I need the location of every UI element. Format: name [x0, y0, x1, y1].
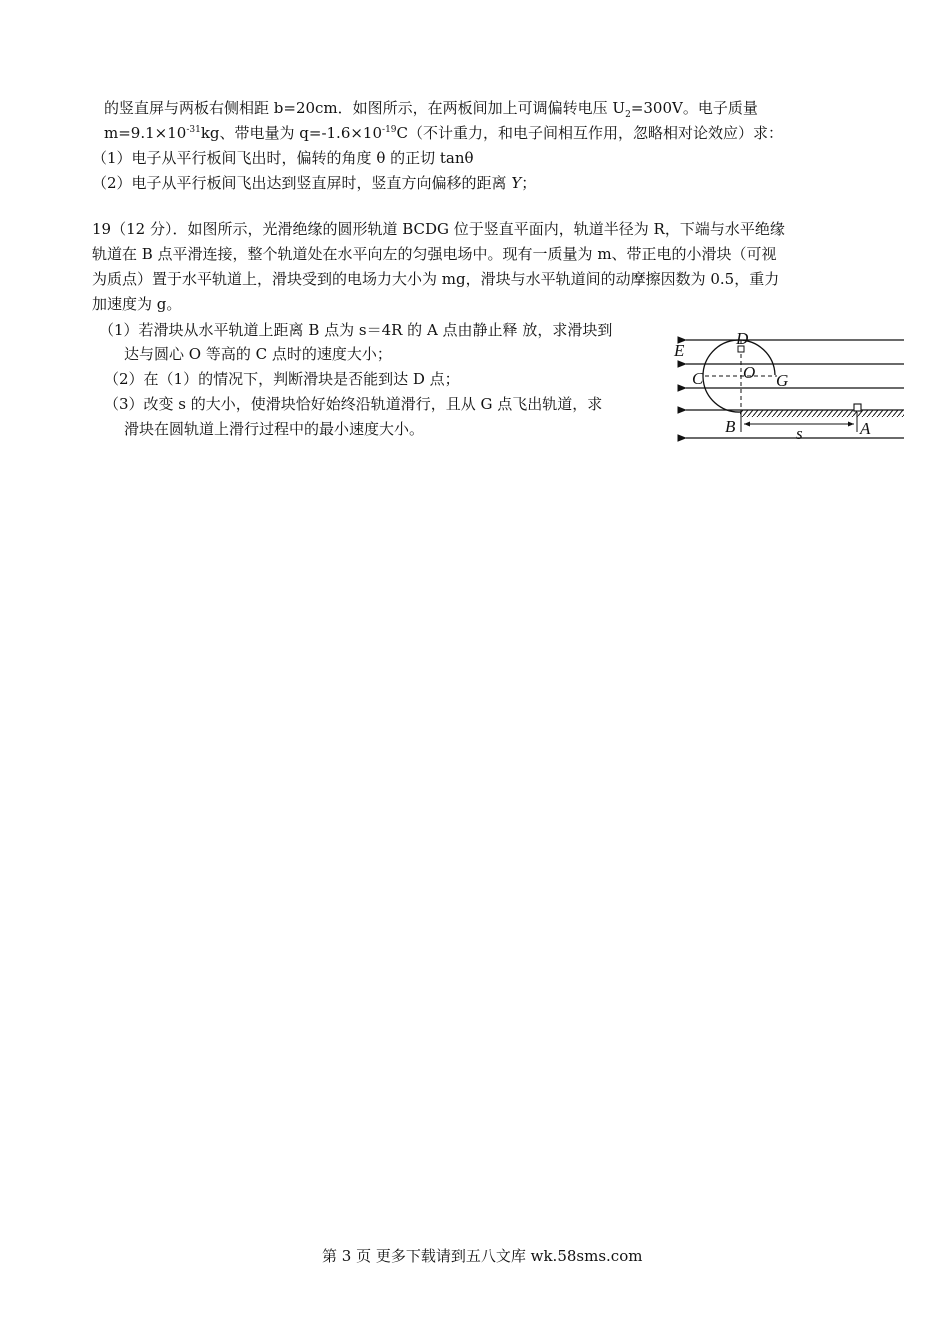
- q19-line3: 为质点）置于水平轨道上，滑块受到的电场力大小为 mg，滑块与水平轨道间的动摩擦因数为 0.5，重力: [92, 270, 780, 288]
- q19-part3-line2: 滑块在圆轨道上滑行过程中的最小速度大小。: [124, 420, 425, 438]
- q18-part2: （2）电子从平行板间飞出达到竖直屏时，竖直方向偏移的距离 Y；: [92, 174, 537, 192]
- q19-line2: 轨道在 B 点平滑连接，整个轨道处在水平向左的匀强电场中。现有一质量为 m、带正电的小滑块（可视: [92, 245, 777, 263]
- label-C: C: [692, 369, 704, 388]
- q19-part2: （2）在（1）的情况下，判断滑块是否能到达 D 点；: [104, 370, 460, 388]
- ground-hatching: [740, 410, 904, 417]
- dimension-arrow-left: [744, 422, 750, 427]
- track-diagram: [668, 326, 908, 446]
- label-D: D: [736, 329, 749, 348]
- label-O: O: [743, 363, 756, 382]
- q19-part1-line2: 达与圆心 O 等高的 C 点时的速度大小；: [124, 345, 392, 363]
- page-footer: 第 3 页 更多下载请到五八文库 wk.58sms.com: [322, 1247, 643, 1265]
- label-G: G: [776, 371, 789, 390]
- q19-part1-line1: （1）若滑块从水平轨道上距离 B 点为 s＝4R 的 A 点由静止释 放，求滑块到: [99, 321, 613, 339]
- q19-line4: 加速度为 g。: [92, 295, 182, 313]
- q18-line2: $m=9.1\times 10^{-31}kg$、带电量为 $q=-1.6\times 10^{-19}C$（不计重力，和电子间相互作用，忽略相对论效应）求：: [104, 124, 784, 142]
- field-lines: [686, 340, 904, 438]
- label-A: A: [860, 419, 871, 438]
- q18-line1: 的竖直屏与两板右侧相距 b=20cm．如图所示，在两板间加上可调偏转电压 $U_2=300V$。电子质量: [104, 99, 758, 120]
- q19-part3-line1: （3）改变 s 的大小，使滑块恰好始终沿轨道滑行，且从 G 点飞出轨道，求: [104, 395, 603, 413]
- label-s: s: [796, 424, 803, 443]
- dimension-arrow-right: [848, 422, 854, 427]
- q19-line1: 19（12 分）．如图所示，光滑绝缘的圆形轨道 BCDG 位于竖直平面内，轨道半径为 R，下端与水平绝缘: [92, 220, 785, 238]
- label-E: E: [674, 341, 685, 360]
- label-B: B: [725, 417, 736, 436]
- q18-part1: （1）电子从平行板间飞出时，偏转的角度 θ 的正切 tanθ: [92, 149, 474, 167]
- slider-block: [854, 404, 861, 411]
